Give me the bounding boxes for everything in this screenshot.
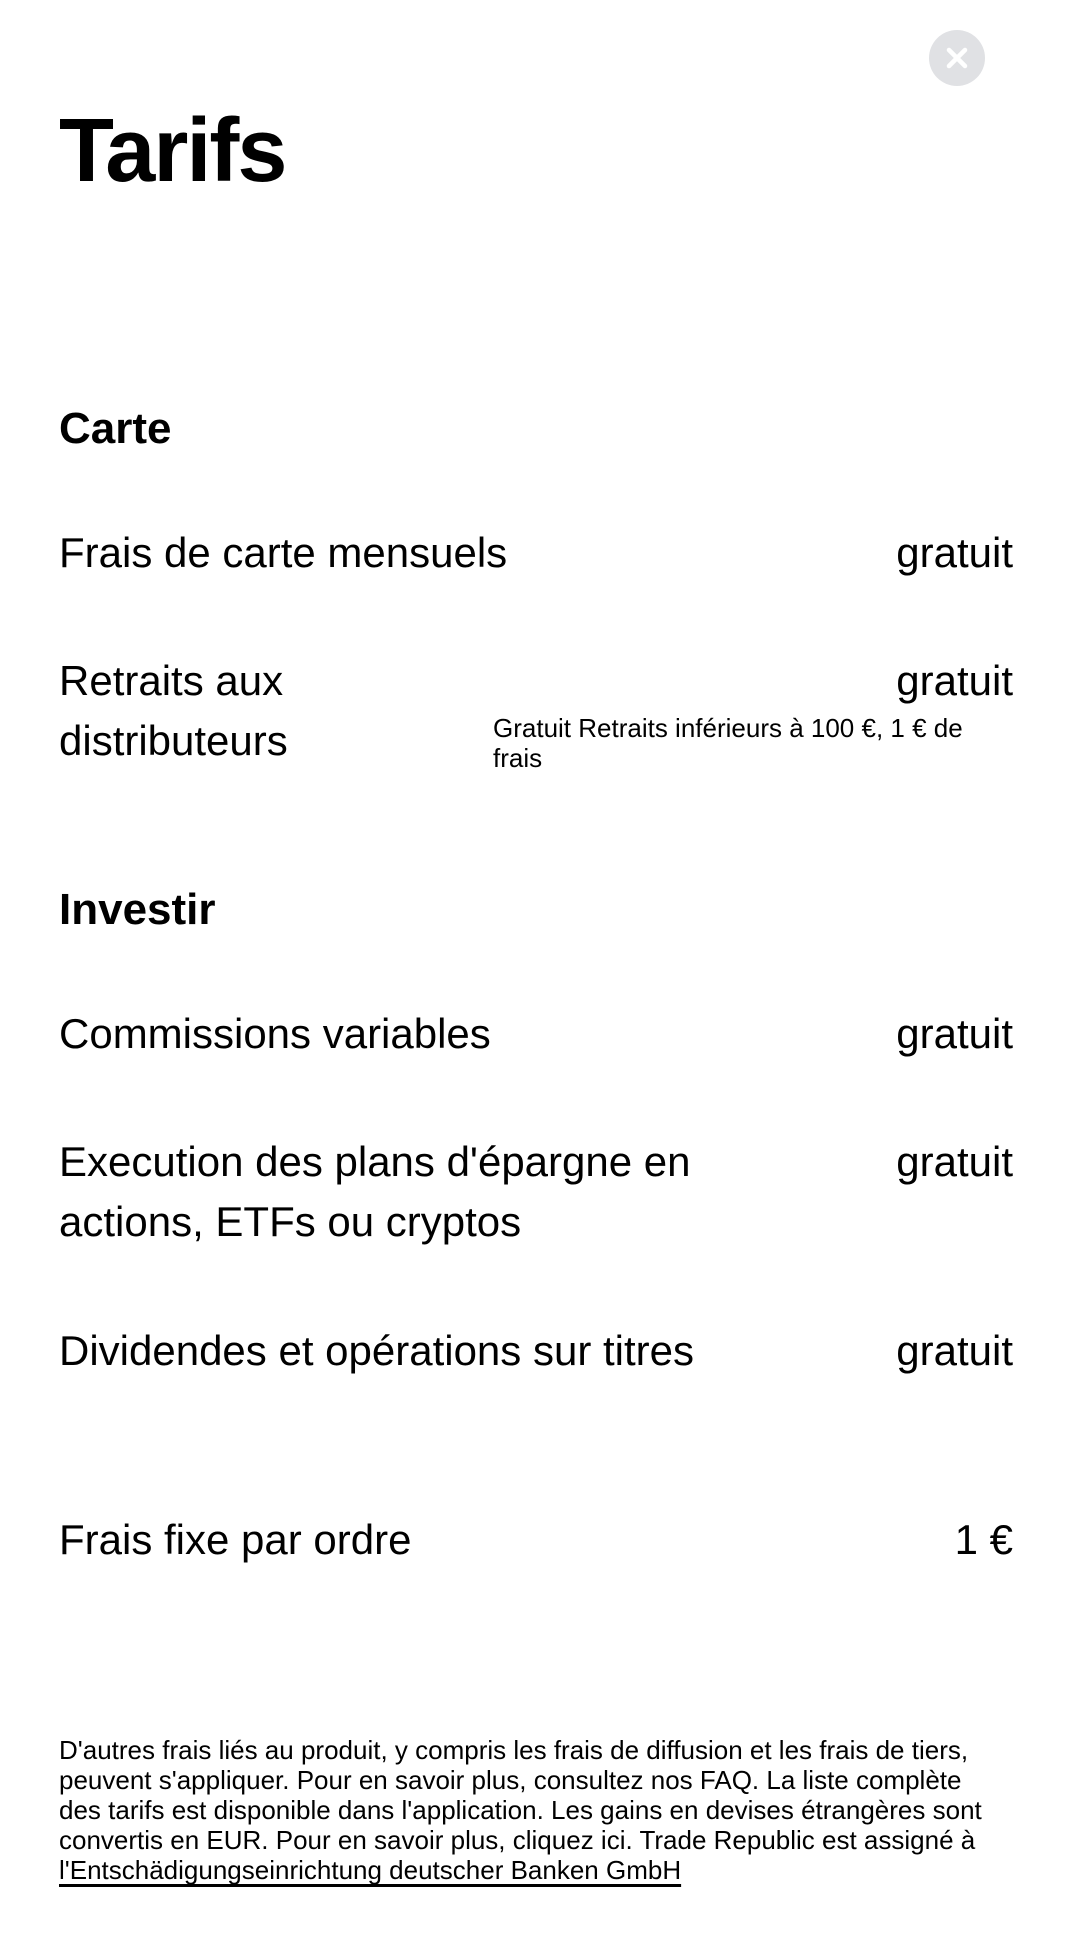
fee-row-variable-commissions <box>59 1004 1013 1064</box>
fee-row-savings-plans <box>59 1132 1013 1252</box>
page-title: Tarifs <box>59 101 286 201</box>
section-heading-investir: Investir <box>59 885 216 934</box>
close-button[interactable] <box>929 30 985 86</box>
fee-row-dividends <box>59 1321 1013 1381</box>
fee-value: gratuit <box>896 1138 1013 1185</box>
fee-value: gratuit <box>896 529 1013 576</box>
fee-label: Frais de carte mensuels <box>59 529 508 576</box>
fee-row-atm-withdrawals <box>59 651 1013 773</box>
fee-row-monthly-card <box>59 523 1013 583</box>
fee-label: Execution des plans d'épargne en actions, ETFs ou cryptos <box>59 1138 691 1245</box>
fee-value: gratuit <box>896 1327 1013 1374</box>
fee-row-fixed-order-fee <box>59 1510 1013 1570</box>
fee-label: Frais fixe par ordre <box>59 1516 412 1563</box>
fee-value: gratuit <box>896 1010 1013 1057</box>
fee-value: 1 € <box>954 1516 1013 1563</box>
fees-disclaimer <box>59 1735 1009 1885</box>
fee-label: Commissions variables <box>59 1010 491 1057</box>
disclaimer-text: D'autres frais liés au produit, y compris les frais de diffusion et les frais de tiers, peuvent s'appliquer. Pour en savoir plus, consultez nos FAQ. La liste complète des tarifs est disponible dans l'application. Les gains en devises étrangères sont convertis en EUR. Pour en savoir plus, cliquez ici. Trade Republic est assigné à <box>59 1735 982 1855</box>
fee-label: Dividendes et opérations sur titres <box>59 1327 694 1374</box>
fee-note: Gratuit Retraits inférieurs à 100 €, 1 € de frais <box>493 713 963 773</box>
close-icon <box>946 47 968 69</box>
fee-value: gratuit <box>896 657 1013 704</box>
fee-label: Retraits aux distributeurs <box>59 657 288 764</box>
compensation-scheme-link[interactable]: l'Entschädigungseinrichtung deutscher Banken GmbH <box>59 1855 682 1885</box>
section-heading-carte: Carte <box>59 404 172 453</box>
